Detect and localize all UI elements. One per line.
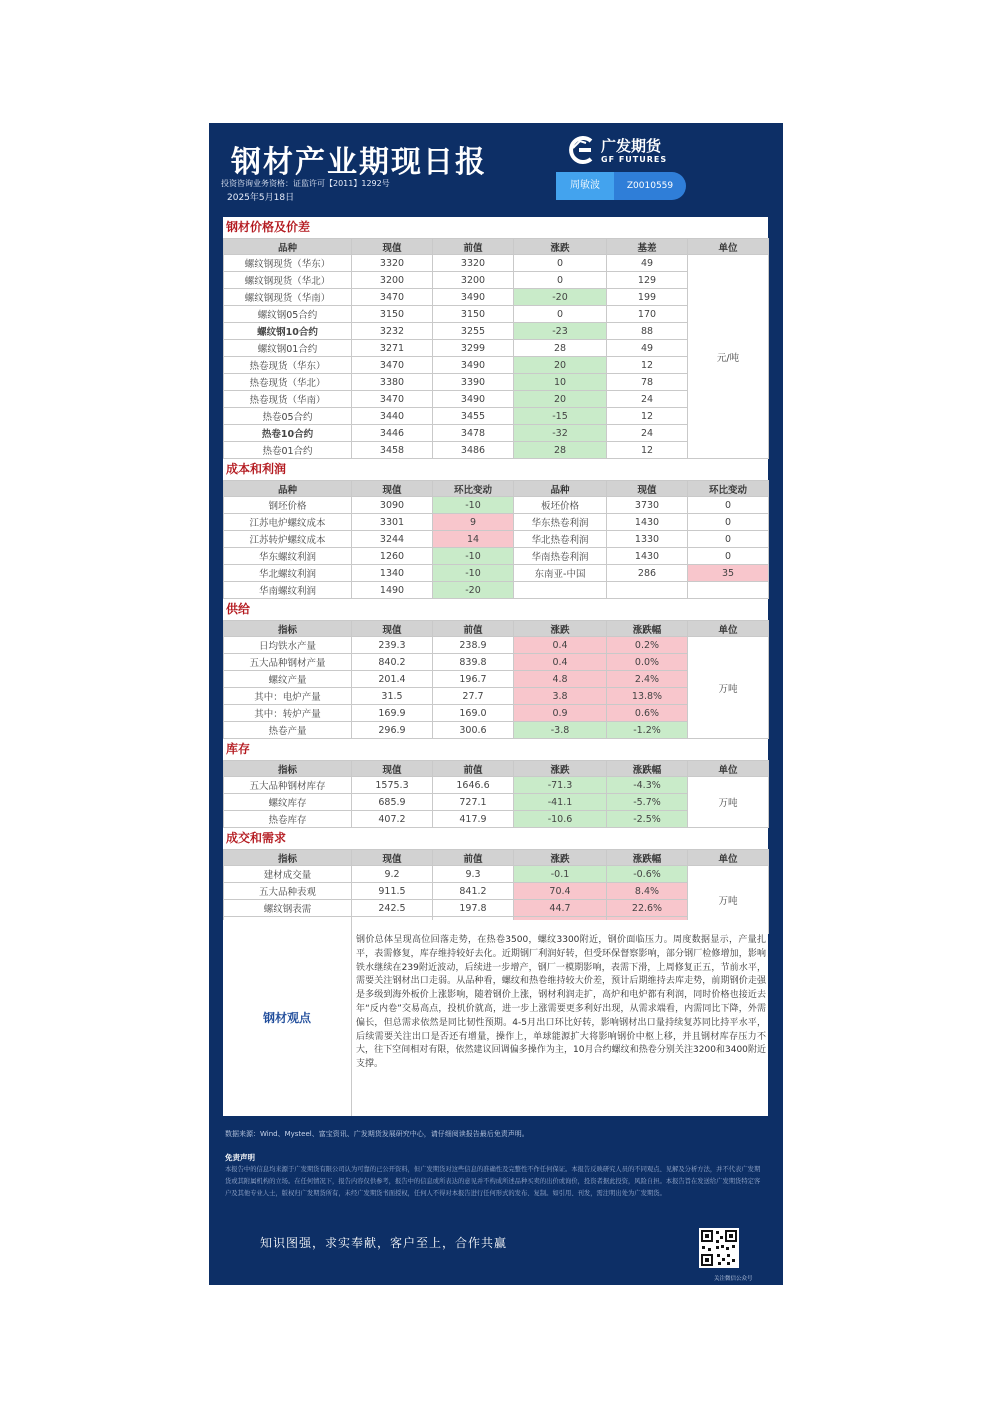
table-cell bbox=[688, 582, 769, 599]
table-cell: 28 bbox=[514, 442, 607, 459]
column-header: 品种 bbox=[224, 239, 352, 255]
table-cell: 3.8 bbox=[514, 688, 607, 705]
table-row bbox=[224, 548, 769, 565]
section-title-prices: 钢材价格及价差 bbox=[226, 220, 311, 234]
column-header: 现值 bbox=[352, 239, 433, 255]
unit-cell: 万吨 bbox=[688, 777, 769, 828]
inventory-table bbox=[223, 760, 769, 828]
row-label: 华东螺纹利润 bbox=[224, 548, 352, 565]
table-cell: -3.8 bbox=[514, 722, 607, 739]
data-panel bbox=[223, 217, 768, 920]
table-cell: -71.3 bbox=[514, 777, 607, 794]
table-row bbox=[224, 654, 769, 671]
row-label: 其中：转炉产量 bbox=[224, 705, 352, 722]
table-cell: 0.2% bbox=[607, 637, 688, 654]
table-cell: 13.8% bbox=[607, 688, 688, 705]
table-cell: 3255 bbox=[433, 323, 514, 340]
table-cell: 20 bbox=[514, 391, 607, 408]
table-row bbox=[224, 883, 769, 900]
unit-cell: 万吨 bbox=[688, 637, 769, 739]
column-header: 指标 bbox=[224, 621, 352, 637]
table-cell: 0 bbox=[688, 531, 769, 548]
unit-cell: 万吨 bbox=[688, 866, 769, 934]
table-cell: 35 bbox=[688, 565, 769, 582]
table-cell: 3320 bbox=[352, 255, 433, 272]
table-row bbox=[224, 289, 769, 306]
table-cell: -2.5% bbox=[607, 811, 688, 828]
table-cell: 88 bbox=[607, 323, 688, 340]
table-cell: 3490 bbox=[433, 357, 514, 374]
table-cell: -4.3% bbox=[607, 777, 688, 794]
table-row bbox=[224, 671, 769, 688]
row-label: 建材成交量 bbox=[224, 866, 352, 883]
row-label: 热卷现货（华南） bbox=[224, 391, 352, 408]
row-label: 螺纹产量 bbox=[224, 671, 352, 688]
company-slogan: 知识图强，求实奉献，客户至上，合作共赢 bbox=[260, 1236, 508, 1250]
table-cell: 4.8 bbox=[514, 671, 607, 688]
table-cell: 3440 bbox=[352, 408, 433, 425]
table-cell: 3470 bbox=[352, 391, 433, 408]
table-row bbox=[224, 794, 769, 811]
table-cell: 12 bbox=[607, 357, 688, 374]
table-cell: 1430 bbox=[607, 514, 688, 531]
column-header: 前值 bbox=[433, 850, 514, 866]
table-cell: 1340 bbox=[352, 565, 433, 582]
report-date: 2025年5月18日 bbox=[227, 193, 295, 203]
table-cell: 300.6 bbox=[433, 722, 514, 739]
table-cell: 1260 bbox=[352, 548, 433, 565]
table-cell: 3470 bbox=[352, 289, 433, 306]
gf-logo-icon bbox=[565, 135, 595, 165]
column-header: 前值 bbox=[433, 621, 514, 637]
column-header: 现值 bbox=[352, 481, 433, 497]
table-cell: 31.5 bbox=[352, 688, 433, 705]
analyst-name: 周敏波 bbox=[556, 172, 614, 200]
table-cell: -32 bbox=[514, 425, 607, 442]
table-cell: 9.2 bbox=[352, 866, 433, 883]
table-cell: 49 bbox=[607, 340, 688, 357]
row-label: 板坯价格 bbox=[514, 497, 607, 514]
table-row bbox=[224, 442, 769, 459]
table-row bbox=[224, 531, 769, 548]
table-cell: 196.7 bbox=[433, 671, 514, 688]
column-header: 现值 bbox=[352, 850, 433, 866]
row-label: 螺纹钢现货（华北） bbox=[224, 272, 352, 289]
table-cell: 199 bbox=[607, 289, 688, 306]
table-cell: 0 bbox=[514, 272, 607, 289]
section-title-supply: 供给 bbox=[226, 602, 251, 616]
table-row bbox=[224, 497, 769, 514]
table-cell: 170 bbox=[607, 306, 688, 323]
table-cell: 417.9 bbox=[433, 811, 514, 828]
column-header: 现值 bbox=[607, 481, 688, 497]
table-cell: 24 bbox=[607, 425, 688, 442]
table-cell: 1430 bbox=[607, 548, 688, 565]
row-label: 螺纹钢表需 bbox=[224, 900, 352, 917]
table-cell: 49 bbox=[607, 255, 688, 272]
table-cell: 169.9 bbox=[352, 705, 433, 722]
column-header: 单位 bbox=[688, 850, 769, 866]
company-logo bbox=[565, 133, 685, 169]
row-label: 热卷库存 bbox=[224, 811, 352, 828]
row-label: 热卷产量 bbox=[224, 722, 352, 739]
analyst-code: Z0010559 bbox=[626, 181, 674, 191]
table-row bbox=[224, 722, 769, 739]
table-cell: 3478 bbox=[433, 425, 514, 442]
data-source: 数据来源：Wind、Mysteel、富宝资讯、广发期货发展研究中心，请仔细阅读报告最后免责声明。 bbox=[225, 1130, 529, 1138]
table-cell: 28 bbox=[514, 340, 607, 357]
qr-code-icon bbox=[699, 1228, 739, 1268]
row-label: 华南热卷利润 bbox=[514, 548, 607, 565]
table-cell: 841.2 bbox=[433, 883, 514, 900]
table-cell: -10.6 bbox=[514, 811, 607, 828]
table-cell: 78 bbox=[607, 374, 688, 391]
table-cell: 840.2 bbox=[352, 654, 433, 671]
table-row bbox=[224, 637, 769, 654]
column-header: 环比变动 bbox=[688, 481, 769, 497]
table-cell: 238.9 bbox=[433, 637, 514, 654]
column-header: 单位 bbox=[688, 239, 769, 255]
table-cell: 685.9 bbox=[352, 794, 433, 811]
row-label: 五大品种钢材产量 bbox=[224, 654, 352, 671]
table-cell: 242.5 bbox=[352, 900, 433, 917]
column-header: 环比变动 bbox=[433, 481, 514, 497]
row-label: 华南螺纹利润 bbox=[224, 582, 352, 599]
logo-en: GF FUTURES bbox=[601, 155, 668, 164]
section-title-demand: 成交和需求 bbox=[226, 831, 287, 845]
table-cell: 169.0 bbox=[433, 705, 514, 722]
row-label: 东南亚-中国 bbox=[514, 565, 607, 582]
table-cell: 3446 bbox=[352, 425, 433, 442]
column-header: 前值 bbox=[433, 761, 514, 777]
table-cell: 14 bbox=[433, 531, 514, 548]
row-label: 螺纹钢05合约 bbox=[224, 306, 352, 323]
table-cell: 0.6% bbox=[607, 705, 688, 722]
table-row bbox=[224, 272, 769, 289]
table-cell: -20 bbox=[433, 582, 514, 599]
table-cell: 8.4% bbox=[607, 883, 688, 900]
table-row bbox=[224, 425, 769, 442]
table-header-row bbox=[224, 481, 769, 497]
table-row bbox=[224, 900, 769, 917]
unit-cell: 元/吨 bbox=[688, 255, 769, 459]
table-cell: 1330 bbox=[607, 531, 688, 548]
table-header-row bbox=[224, 239, 769, 255]
row-label: 热卷现货（华东） bbox=[224, 357, 352, 374]
table-cell: 3730 bbox=[607, 497, 688, 514]
report-title: 钢材产业期现日报 bbox=[231, 145, 487, 180]
row-label: 华北螺纹利润 bbox=[224, 565, 352, 582]
row-label: 热卷10合约 bbox=[224, 425, 352, 442]
table-cell: 0 bbox=[514, 255, 607, 272]
column-header: 现值 bbox=[352, 621, 433, 637]
column-header: 指标 bbox=[224, 850, 352, 866]
table-cell: 0 bbox=[688, 497, 769, 514]
row-label: 日均铁水产量 bbox=[224, 637, 352, 654]
table-cell: -5.7% bbox=[607, 794, 688, 811]
logo-cn: 广发期货 bbox=[601, 137, 662, 155]
table-row bbox=[224, 514, 769, 531]
table-cell: 407.2 bbox=[352, 811, 433, 828]
row-label: 五大品种钢材库存 bbox=[224, 777, 352, 794]
steel-views-panel bbox=[223, 920, 768, 1116]
column-header: 单位 bbox=[688, 621, 769, 637]
column-header: 涨跌 bbox=[514, 850, 607, 866]
report-page bbox=[209, 123, 783, 1285]
table-row bbox=[224, 777, 769, 794]
table-cell: 0.4 bbox=[514, 637, 607, 654]
table-cell: 197.8 bbox=[433, 900, 514, 917]
table-cell: 3232 bbox=[352, 323, 433, 340]
table-cell: 0.9 bbox=[514, 705, 607, 722]
column-header: 涨跌幅 bbox=[607, 850, 688, 866]
table-cell: 1575.3 bbox=[352, 777, 433, 794]
table-cell: 3150 bbox=[352, 306, 433, 323]
table-cell: -10 bbox=[433, 548, 514, 565]
row-label: 热卷现货（华北） bbox=[224, 374, 352, 391]
table-cell: 3090 bbox=[352, 497, 433, 514]
row-label: 华东热卷利润 bbox=[514, 514, 607, 531]
row-label: 螺纹钢现货（华南） bbox=[224, 289, 352, 306]
table-row bbox=[224, 323, 769, 340]
table-header-row bbox=[224, 850, 769, 866]
table-cell: -15 bbox=[514, 408, 607, 425]
table-row bbox=[224, 866, 769, 883]
table-cell: 286 bbox=[607, 565, 688, 582]
column-header: 涨跌 bbox=[514, 761, 607, 777]
table-cell: 12 bbox=[607, 442, 688, 459]
table-cell: 0.0% bbox=[607, 654, 688, 671]
table-row bbox=[224, 582, 769, 599]
views-text: 钢价总体呈现高位回落走势，在热卷3500，螺纹3300附近，钢价面临压力。周度数据显示，产量扎平，表需修复，库存维持较好去化。近期钢厂利润好转，但受环保督察影响，部分钢厂检修增加，影响铁水继续在239附近波动，后续进一步增产，钢厂一模期影响，表需下滑，上周修复正五，节前水平，需要关注钢材出口走弱。从品种看，螺纹和热卷维持较大价差，预计后期维持去库走势，前期钢价走强是多级到海外板价上涨影响，随着钢价上涨，钢材利润走扩，高炉和电炉都有利润，同时价格也接近去年“反内卷”交易高点，投机价就高，进一步上涨需要更多利好出现，从需求端看，内需同比下降，外需偏长，但总需求依然是同比韧性预期。4-5月出口环比好转，影响钢材出口量持续复苏同比持平水平，后续需要关注出口是否还有增量，操作上，单球能源扩大将影响钢价中枢上移，并且钢材库存压力不大，往下空间相对有限，依然建议回调偏多操作为主，10月合约螺纹和热卷分别关注3200和3400附近支撑。 bbox=[351, 920, 768, 1116]
table-cell: -20 bbox=[514, 289, 607, 306]
table-cell: 3390 bbox=[433, 374, 514, 391]
table-cell: -0.1 bbox=[514, 866, 607, 883]
table-row bbox=[224, 811, 769, 828]
table-cell: 27.7 bbox=[433, 688, 514, 705]
table-cell: 0 bbox=[514, 306, 607, 323]
price-table bbox=[223, 238, 769, 459]
table-header-row bbox=[224, 761, 769, 777]
table-cell: 727.1 bbox=[433, 794, 514, 811]
row-label: 华北热卷利润 bbox=[514, 531, 607, 548]
row-label: 其中：电炉产量 bbox=[224, 688, 352, 705]
table-cell: 3490 bbox=[433, 391, 514, 408]
section-title-inventory: 库存 bbox=[226, 742, 251, 756]
table-row bbox=[224, 688, 769, 705]
table-cell: 911.5 bbox=[352, 883, 433, 900]
row-label: 江苏转炉螺纹成本 bbox=[224, 531, 352, 548]
table-cell: 3320 bbox=[433, 255, 514, 272]
column-header: 品种 bbox=[224, 481, 352, 497]
table-cell: 0 bbox=[688, 514, 769, 531]
table-cell: 201.4 bbox=[352, 671, 433, 688]
table-row bbox=[224, 374, 769, 391]
table-cell: 0 bbox=[688, 548, 769, 565]
row-label: 螺纹钢10合约 bbox=[224, 323, 352, 340]
table-cell: 20 bbox=[514, 357, 607, 374]
column-header: 前值 bbox=[433, 239, 514, 255]
table-cell: -0.6% bbox=[607, 866, 688, 883]
table-row bbox=[224, 306, 769, 323]
column-header: 涨跌幅 bbox=[607, 621, 688, 637]
table-cell: 3299 bbox=[433, 340, 514, 357]
column-header: 现值 bbox=[352, 761, 433, 777]
table-cell: 1490 bbox=[352, 582, 433, 599]
row-label: 五大品种表观 bbox=[224, 883, 352, 900]
disclaimer-title: 免责声明 bbox=[225, 1153, 255, 1162]
table-cell: -10 bbox=[433, 497, 514, 514]
table-cell: 1646.6 bbox=[433, 777, 514, 794]
column-header: 涨跌幅 bbox=[607, 761, 688, 777]
qr-code[interactable] bbox=[699, 1228, 739, 1268]
table-cell: 3455 bbox=[433, 408, 514, 425]
table-cell: 3486 bbox=[433, 442, 514, 459]
row-label: 钢坯价格 bbox=[224, 497, 352, 514]
table-cell: 3244 bbox=[352, 531, 433, 548]
table-cell: 10 bbox=[514, 374, 607, 391]
analyst-badge bbox=[556, 172, 686, 200]
column-header: 指标 bbox=[224, 761, 352, 777]
table-row bbox=[224, 408, 769, 425]
table-cell: -41.1 bbox=[514, 794, 607, 811]
table-cell: 9.3 bbox=[433, 866, 514, 883]
row-label: 热卷01合约 bbox=[224, 442, 352, 459]
table-cell: -23 bbox=[514, 323, 607, 340]
table-cell: 129 bbox=[607, 272, 688, 289]
cost-profit-table bbox=[223, 480, 769, 599]
table-cell: 3490 bbox=[433, 289, 514, 306]
table-row bbox=[224, 340, 769, 357]
row-label: 热卷05合约 bbox=[224, 408, 352, 425]
license-text: 投资咨询业务资格：证监许可【2011】1292号 bbox=[221, 179, 390, 188]
column-header: 基差 bbox=[607, 239, 688, 255]
table-header-row bbox=[224, 621, 769, 637]
table-cell: 3301 bbox=[352, 514, 433, 531]
column-header: 单位 bbox=[688, 761, 769, 777]
column-header: 品种 bbox=[514, 481, 607, 497]
table-cell: 12 bbox=[607, 408, 688, 425]
row-label: 螺纹钢01合约 bbox=[224, 340, 352, 357]
table-row bbox=[224, 705, 769, 722]
row-label: 螺纹钢现货（华东） bbox=[224, 255, 352, 272]
table-cell: -1.2% bbox=[607, 722, 688, 739]
table-cell: 2.4% bbox=[607, 671, 688, 688]
column-header: 涨跌 bbox=[514, 239, 607, 255]
table-cell: 24 bbox=[607, 391, 688, 408]
row-label: 江苏电炉螺纹成本 bbox=[224, 514, 352, 531]
disclaimer-body: 本报告中的信息均来源于广发期货有限公司认为可靠的已公开资料，但广发期货对这些信息的准确性及完整性不作任何保证。本报告反映研究人员的不同观点、见解及分析方法，并不代表广发期货或其附属机构的立场。在任何情况下，报告内容仅供参考，报告中的信息或所表达的意见并不构成所述品种买卖的出价或询价，投资者据此投资，风险自担。本报告旨在发送给广发期货特定客户及其他专业人士，版权归广发期货所有，未经广发期货书面授权，任何人不得对本报告进行任何形式的发布、复制。如引用、刊发，需注明出处为广发期货。 bbox=[225, 1166, 761, 1197]
views-label: 钢材观点 bbox=[262, 1011, 311, 1025]
row-label: 螺纹库存 bbox=[224, 794, 352, 811]
table-cell: 70.4 bbox=[514, 883, 607, 900]
table-cell: 22.6% bbox=[607, 900, 688, 917]
table-row bbox=[224, 357, 769, 374]
table-row bbox=[224, 255, 769, 272]
table-cell bbox=[607, 582, 688, 599]
table-cell: 3458 bbox=[352, 442, 433, 459]
table-cell: 3271 bbox=[352, 340, 433, 357]
table-row bbox=[224, 391, 769, 408]
column-header: 涨跌 bbox=[514, 621, 607, 637]
table-row bbox=[224, 565, 769, 582]
supply-table bbox=[223, 620, 769, 739]
table-cell: 44.7 bbox=[514, 900, 607, 917]
table-cell: 296.9 bbox=[352, 722, 433, 739]
table-cell: 0.4 bbox=[514, 654, 607, 671]
table-cell: 3380 bbox=[352, 374, 433, 391]
table-cell: 3470 bbox=[352, 357, 433, 374]
row-label bbox=[514, 582, 607, 599]
section-title-cost: 成本和利润 bbox=[226, 462, 287, 476]
table-cell: 3200 bbox=[433, 272, 514, 289]
table-cell: 839.8 bbox=[433, 654, 514, 671]
table-cell: 239.3 bbox=[352, 637, 433, 654]
table-cell: 3200 bbox=[352, 272, 433, 289]
qr-caption: 关注微信公众号 bbox=[714, 1276, 753, 1282]
table-cell: -10 bbox=[433, 565, 514, 582]
table-cell: 3150 bbox=[433, 306, 514, 323]
table-cell: 9 bbox=[433, 514, 514, 531]
